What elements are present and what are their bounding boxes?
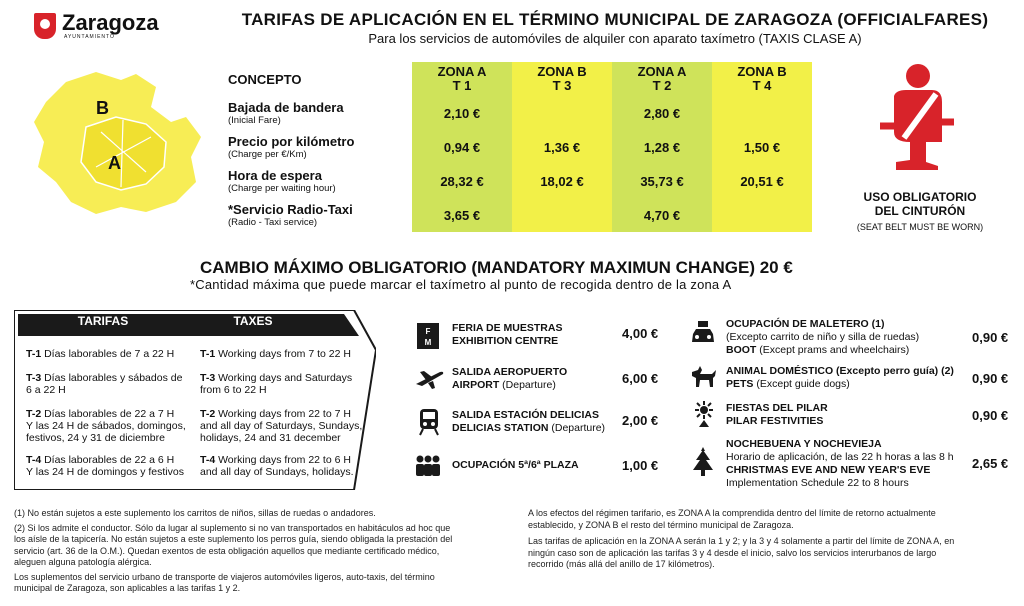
fare-value: 28,32 € [412,164,512,198]
concept-cell: Bajada de bandera (Inicial Fare) [228,100,344,126]
footnotes-left: (1) No están sujetos a este suplemento los carritos de niños, sillas de ruedas o andadores. (2) Si los admite el conductor. Sólo da lugar al suplemento si no van transportados en habitáculos ad hoc que los aísle de la tapicería. No están sujetos a este suplemento los perros guía, siendo obligada la prestación del servicio (art. 36 de la O.M.). Quedan exentos de esta obligación aquellos que mediante certificado médico, aleguen alguna patología alérgica. Los suplementos del servicio urbano de transporte de viajeros automóviles ligeros, auto-taxis, del término municipal de Zaragoza, son aplicables a las tarifas 1 y 2. [14,508,453,593]
supplement-price: 6,00 € [622,371,659,386]
fares-row [222,164,812,198]
fare-value: 3,65 € [412,198,512,232]
tree-icon [690,446,716,478]
fare-value: 20,51 € [712,164,812,198]
supplement-price: 0,90 € [972,408,1009,423]
fares-row [222,198,812,232]
concept-cell: Precio por kilómetro (Charge per €/Km) [228,134,355,160]
supplement-price: 1,00 € [622,458,659,473]
fare-value [712,198,812,232]
tariff-header-es: TARIFAS [77,314,129,328]
zone-header: ZONA B T 3 [512,62,612,96]
fares-header-row [222,62,812,96]
fares-row [222,130,812,164]
zone-header: ZONA A T 1 [412,62,512,96]
tariff-header [18,314,348,334]
supplement-price: 4,00 € [622,326,659,341]
page-subtitle: Para los servicios de automóviles de alquiler con aparato taxímetro (TAXIS CLASE A) [368,31,862,46]
car-luggage-icon [690,320,716,346]
supplement-price: 0,90 € [972,371,1009,386]
zone-header: ZONA B T 4 [712,62,812,96]
zone-header: ZONA A T 2 [612,62,712,96]
logo [34,12,159,40]
fare-value: 2,80 € [612,96,712,130]
tariff-row-es: T-4 Días laborables de 22 a 6 H Y las 24 H de domingos y festivos [26,454,184,478]
supplement-station: SALIDA ESTACIÓN DELICIAS DELICIAS STATION (Departure) [452,409,606,434]
seatbelt-subtitle: (SEAT BELT MUST BE WORN) [856,222,984,232]
fare-value: 0,94 € [412,130,512,164]
fare-value [512,198,612,232]
footnotes-right: A los efectos del régimen tarifario, es ZONA A la comprendida dentro del límite de retorno actualmente establecido, y ZONA B el resto del término municipal de Zaragoza. Las tarifas de aplicación en la ZONA A serán la 1 y 2; y la 3 y 4 solamente a partir del límite de ZONA A, en ningún caso son de aplicación las tarifas 3 y 4 desde el inicio, salvo los servicios interurbanos de largo recorrido (más allá del anillo de 17 kilómetros). [528,508,955,569]
zone-map [26,62,206,222]
seatbelt-icon [876,62,956,172]
supplement-price: 2,00 € [622,413,659,428]
supplement-pilar: FIESTAS DEL PILAR PILAR FESTIVITIES [726,402,828,427]
concept-cell: *Servicio Radio-Taxi (Radio - Taxi service) [228,202,353,228]
supplement-fair: FERIA DE MUESTRAS EXHIBITION CENTRE [452,322,563,347]
tariff-row-en: T-3 Working days and Saturdays from 6 to 22 H [200,372,353,396]
fares-row [222,96,812,130]
fare-value: 18,02 € [512,164,612,198]
people-icon [414,454,442,476]
logo-name: Zaragoza [62,10,159,35]
max-change-title: CAMBIO MÁXIMO OBLIGATORIO (MANDATORY MAXIMUN CHANGE) 20 € [200,258,793,277]
fare-value: 1,50 € [712,130,812,164]
svg-text:M: M [424,338,432,347]
tariff-row-es: T-1 Días laborables de 7 a 22 H [26,348,175,360]
train-icon [418,408,440,436]
fare-value: 1,36 € [512,130,612,164]
supplement-price: 2,65 € [972,456,1009,471]
fares-table [222,62,812,232]
zone-a-label: A [108,153,121,173]
max-change-subtitle: *Cantidad máxima que puede marcar el taxímetro al punto de recogida dentro de la zona A [190,277,732,292]
supplement-boot: OCUPACIÓN DE MALETERO (1) (Excepto carrito de niño y silla de ruedas) BOOT (Except prams and wheelchairs) [726,318,920,356]
dog-icon [688,364,718,388]
supplement-occupancy: OCUPACIÓN 5ª/6ª PLAZA [452,459,579,471]
fare-value: 2,10 € [412,96,512,130]
fare-value: 4,70 € [612,198,712,232]
festival-icon [692,400,716,428]
concept-header: CONCEPTO [228,71,302,87]
supplement-airport: SALIDA AEROPUERTO AIRPORT (Departure) [452,366,568,391]
supplement-christmas: NOCHEBUENA Y NOCHEVIEJA Horario de aplicación, de las 22 h horas a las 8 h CHRISTMAS EVE AND NEW YEAR'S EVE Implementation Schedule 22 to 8 hours [726,438,954,489]
tariff-row-en: T-4 Working days from 22 to 6 H and all day of Sundays, holidays. [200,454,354,478]
page-title: TARIFAS DE APLICACIÓN EN EL TÉRMINO MUNICIPAL DE ZARAGOZA (OFFICIALFARES) [241,10,989,29]
fare-value: 35,73 € [612,164,712,198]
tariff-row-es: T-2 Días laborables de 22 a 7 H Y las 24 H de sábados, domingos, festivos, 24 y 31 de diciembre [26,408,186,444]
tariff-header-en: TAXES [233,314,273,328]
fare-value: 1,28 € [612,130,712,164]
tariff-row-en: T-1 Working days from 7 to 22 H [200,348,351,360]
concept-cell: Hora de espera (Charge per waiting hour) [228,168,336,194]
zone-b-label: B [96,98,109,118]
plane-icon [414,368,444,390]
fare-value [712,96,812,130]
tariff-row-en: T-2 Working days from 22 to 7 H and all day of Saturdays, Sundays, holidays, 24 and 31 december [200,408,363,444]
tariff-row-es: T-3 Días laborables y sábados de 6 a 22 H [26,372,183,396]
svg-text:F: F [425,327,431,336]
fare-value [512,96,612,130]
supplement-pets: ANIMAL DOMÉSTICO (Excepto perro guía) (2) PETS (Except guide dogs) [726,365,954,390]
supplement-price: 0,90 € [972,330,1009,345]
zaragoza-shield-icon [34,13,56,39]
fair-icon [416,322,440,350]
seatbelt-title: USO OBLIGATORIO DEL CINTURÓN [863,190,977,218]
logo-sub: AYUNTAMIENTO [64,34,115,40]
